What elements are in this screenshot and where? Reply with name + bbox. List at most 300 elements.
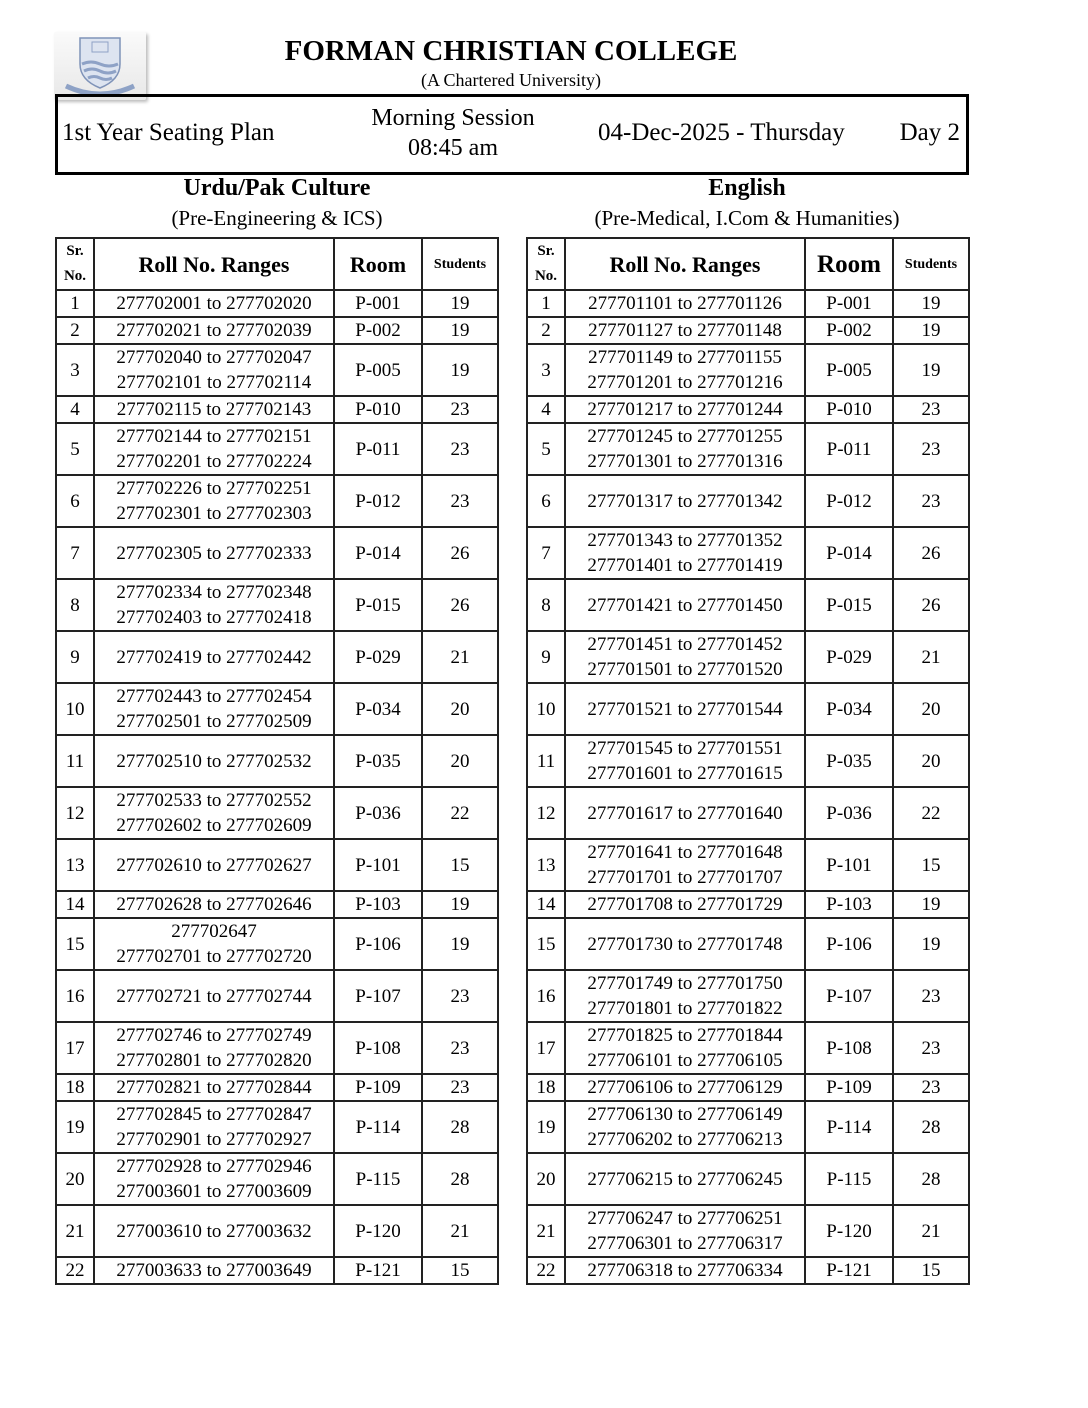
students-cell: 22	[422, 787, 498, 839]
sr-no-cell: 2	[56, 317, 94, 344]
sr-no-cell: 17	[56, 1022, 94, 1074]
students-cell: 21	[422, 1205, 498, 1257]
students-cell: 23	[893, 423, 969, 475]
room-cell: P-005	[334, 344, 422, 396]
roll-range: 277702201 to 277702224	[116, 451, 312, 472]
sr-no-cell: 3	[527, 344, 565, 396]
sr-no-cell: 1	[56, 290, 94, 317]
table-row	[527, 1074, 969, 1101]
roll-range: 277701101 to 277701126	[588, 293, 782, 314]
sr-no-cell: 8	[527, 579, 565, 631]
plan-title: 1st Year Seating Plan	[62, 119, 275, 146]
room-cell: P-107	[334, 970, 422, 1022]
students-cell: 23	[893, 475, 969, 527]
sr-no-cell: 15	[527, 918, 565, 970]
col-header-roll: Roll No. Ranges	[94, 238, 334, 290]
sr-no-cell: 9	[527, 631, 565, 683]
roll-range: 277702305 to 277702333	[116, 542, 312, 564]
roll-range: 277701545 to 277701551	[587, 738, 783, 759]
students-cell: 23	[422, 970, 498, 1022]
room-cell: P-029	[805, 631, 893, 683]
roll-range: 277702701 to 277702720	[116, 946, 312, 967]
col-header-sr-line1: Sr.	[66, 243, 84, 259]
table-row	[527, 1101, 969, 1153]
table-row	[56, 970, 498, 1022]
students-cell: 23	[893, 396, 969, 423]
table-row	[527, 527, 969, 579]
room-cell: P-035	[334, 735, 422, 787]
roll-range: 277702226 to 277702251	[116, 478, 312, 499]
roll-range: 277702602 to 277702609	[116, 815, 312, 836]
sr-no-cell: 7	[527, 527, 565, 579]
table-row	[56, 317, 498, 344]
roll-range: 277701217 to 277701244	[587, 399, 783, 420]
students-cell: 20	[422, 735, 498, 787]
roll-range-cell	[94, 735, 334, 787]
roll-range-cell	[565, 918, 805, 970]
table-row	[56, 290, 498, 317]
roll-range-cell	[565, 787, 805, 839]
roll-range: 277701127 to 277701148	[588, 320, 782, 341]
table-row	[56, 527, 498, 579]
session-info	[358, 103, 548, 163]
sr-no-cell: 4	[527, 396, 565, 423]
table-row	[527, 423, 969, 475]
sr-no-cell: 20	[56, 1153, 94, 1205]
roll-range: 277701245 to 277701255	[587, 426, 783, 447]
sr-no-cell: 14	[527, 891, 565, 918]
roll-range: 277702821 to 277702844	[116, 1077, 312, 1098]
students-cell: 23	[422, 1022, 498, 1074]
students-cell: 21	[893, 631, 969, 683]
roll-range-cell	[94, 475, 334, 527]
roll-range-cell	[565, 475, 805, 527]
room-cell: P-015	[805, 579, 893, 631]
table-row	[56, 423, 498, 475]
roll-range: 277701701 to 277701707	[587, 867, 783, 888]
table-row	[527, 1153, 969, 1205]
students-cell: 19	[893, 918, 969, 970]
roll-range-cell	[565, 290, 805, 317]
students-cell: 19	[422, 891, 498, 918]
students-cell: 22	[893, 787, 969, 839]
roll-range: 277702501 to 277702509	[116, 711, 312, 732]
roll-range-cell	[565, 344, 805, 396]
table-row	[56, 1074, 498, 1101]
room-cell: P-015	[334, 579, 422, 631]
sr-no-cell: 5	[527, 423, 565, 475]
roll-range-cell	[94, 787, 334, 839]
table-row	[527, 631, 969, 683]
roll-range-cell	[565, 1022, 805, 1074]
table-row	[527, 683, 969, 735]
room-cell: P-012	[334, 475, 422, 527]
roll-range: 277706301 to 277706317	[587, 1233, 783, 1254]
students-cell: 19	[422, 344, 498, 396]
room-cell: P-011	[805, 423, 893, 475]
roll-range: 277702721 to 277702744	[116, 985, 312, 1007]
table-row	[56, 735, 498, 787]
room-cell: P-121	[805, 1257, 893, 1284]
exam-date: 04-Dec-2025 - Thursday	[598, 119, 845, 146]
table-row	[527, 787, 969, 839]
session-name: Morning Session	[371, 105, 535, 131]
students-cell: 23	[422, 423, 498, 475]
roll-range: 277701343 to 277701352	[587, 530, 783, 551]
roll-range-cell	[565, 396, 805, 423]
room-cell: P-035	[805, 735, 893, 787]
table-row	[56, 579, 498, 631]
sr-no-cell: 2	[527, 317, 565, 344]
col-header-students: Students	[422, 238, 498, 290]
sr-no-cell: 17	[527, 1022, 565, 1074]
table-header-row	[56, 238, 498, 290]
roll-range-cell	[94, 1074, 334, 1101]
roll-range: 277706318 to 277706334	[587, 1260, 783, 1281]
table-row	[56, 839, 498, 891]
students-cell: 15	[422, 839, 498, 891]
exam-info-box	[55, 94, 969, 175]
table-row	[527, 839, 969, 891]
room-cell: P-014	[805, 527, 893, 579]
room-cell: P-034	[805, 683, 893, 735]
col-header-sr-line2: No.	[63, 268, 87, 284]
col-header-room: Room	[334, 238, 422, 290]
roll-range-cell	[565, 527, 805, 579]
sr-no-cell: 11	[527, 735, 565, 787]
sr-no-cell: 6	[56, 475, 94, 527]
students-cell: 19	[893, 317, 969, 344]
roll-range-cell	[94, 631, 334, 683]
sr-no-cell: 10	[56, 683, 94, 735]
sr-no-cell: 15	[56, 918, 94, 970]
students-cell: 20	[893, 683, 969, 735]
roll-range-cell	[94, 891, 334, 918]
roll-range: 277706215 to 277706245	[587, 1168, 783, 1190]
roll-range-cell	[565, 735, 805, 787]
room-cell: P-002	[805, 317, 893, 344]
students-cell: 21	[422, 631, 498, 683]
roll-range: 277702301 to 277702303	[116, 503, 312, 524]
sr-no-cell: 4	[56, 396, 94, 423]
session-time: 08:45 am	[408, 135, 498, 161]
students-cell: 26	[893, 579, 969, 631]
table-row	[56, 683, 498, 735]
roll-range-cell	[565, 1101, 805, 1153]
roll-range: 277702001 to 277702020	[116, 293, 312, 314]
roll-range: 277702115 to 277702143	[116, 399, 312, 420]
room-cell: P-120	[334, 1205, 422, 1257]
room-cell: P-121	[334, 1257, 422, 1284]
roll-range: 277706247 to 277706251	[587, 1208, 783, 1229]
col-header-roll: Roll No. Ranges	[565, 238, 805, 290]
roll-range: 277701501 to 277701520	[587, 659, 783, 680]
roll-range: 277701801 to 277701822	[587, 998, 783, 1019]
table-row	[56, 631, 498, 683]
roll-range-cell	[94, 423, 334, 475]
table-row	[56, 344, 498, 396]
room-cell: P-001	[805, 290, 893, 317]
table-header-row	[527, 238, 969, 290]
sr-no-cell: 18	[56, 1074, 94, 1101]
students-cell: 23	[893, 1074, 969, 1101]
sr-no-cell: 1	[527, 290, 565, 317]
sr-no-cell: 11	[56, 735, 94, 787]
college-name: FORMAN CHRISTIAN COLLEGE	[284, 35, 738, 67]
roll-range: 277702928 to 277702946	[116, 1156, 312, 1177]
sr-no-cell: 19	[527, 1101, 565, 1153]
room-cell: P-106	[334, 918, 422, 970]
roll-range: 277702144 to 277702151	[116, 426, 312, 447]
room-cell: P-108	[334, 1022, 422, 1074]
roll-range-cell	[565, 970, 805, 1022]
roll-range-cell	[565, 1257, 805, 1284]
sr-no-cell: 12	[527, 787, 565, 839]
roll-range: 277701617 to 277701640	[587, 802, 783, 824]
table-row	[527, 918, 969, 970]
roll-range-cell	[94, 290, 334, 317]
table-row	[56, 1257, 498, 1284]
roll-range: 277701301 to 277701316	[587, 451, 783, 472]
students-cell: 15	[893, 1257, 969, 1284]
roll-range: 277003633 to 277003649	[116, 1260, 312, 1281]
roll-range: 277702628 to 277702646	[116, 894, 312, 915]
roll-range: 277701601 to 277701615	[587, 763, 783, 784]
roll-range: 277701201 to 277701216	[587, 372, 783, 393]
room-cell: P-010	[334, 396, 422, 423]
roll-range: 277003610 to 277003632	[116, 1220, 312, 1242]
roll-range-cell	[94, 527, 334, 579]
col-header-students: Students	[893, 238, 969, 290]
roll-range: 277706130 to 277706149	[587, 1104, 783, 1125]
sr-no-cell: 16	[56, 970, 94, 1022]
students-cell: 23	[893, 970, 969, 1022]
students-cell: 26	[422, 527, 498, 579]
students-cell: 28	[893, 1153, 969, 1205]
roll-range: 277706202 to 277706213	[587, 1129, 783, 1150]
students-cell: 19	[893, 891, 969, 918]
sr-no-cell: 18	[527, 1074, 565, 1101]
students-cell: 23	[422, 1074, 498, 1101]
roll-range: 277702746 to 277702749	[116, 1025, 312, 1046]
roll-range-cell	[94, 396, 334, 423]
roll-range: 277702040 to 277702047	[116, 347, 312, 368]
table-row	[527, 1257, 969, 1284]
sr-no-cell: 3	[56, 344, 94, 396]
roll-range: 277702533 to 277702552	[116, 790, 312, 811]
roll-range: 277701730 to 277701748	[587, 933, 783, 955]
right-subject-programs: (Pre-Medical, I.Com & Humanities)	[594, 206, 900, 230]
room-cell: P-034	[334, 683, 422, 735]
room-cell: P-115	[805, 1153, 893, 1205]
col-header-sr-line2: No.	[534, 268, 558, 284]
room-cell: P-114	[805, 1101, 893, 1153]
roll-range-cell	[94, 579, 334, 631]
table-row	[527, 970, 969, 1022]
room-cell: P-101	[805, 839, 893, 891]
table-row	[527, 475, 969, 527]
table-row	[527, 317, 969, 344]
table-row	[56, 1101, 498, 1153]
exam-day: Day 2	[899, 119, 960, 146]
table-row	[56, 918, 498, 970]
roll-range: 277706106 to 277706129	[587, 1077, 783, 1098]
sr-no-cell: 13	[56, 839, 94, 891]
students-cell: 26	[422, 579, 498, 631]
roll-range: 277702403 to 277702418	[116, 607, 312, 628]
roll-range: 277702610 to 277702627	[116, 854, 312, 876]
roll-range-cell	[94, 1153, 334, 1205]
students-cell: 19	[422, 317, 498, 344]
col-header-sr	[527, 238, 565, 290]
room-cell: P-108	[805, 1022, 893, 1074]
roll-range: 277701451 to 277701452	[587, 634, 783, 655]
table-row	[527, 396, 969, 423]
sr-no-cell: 8	[56, 579, 94, 631]
roll-range-cell	[94, 344, 334, 396]
roll-range-cell	[565, 1205, 805, 1257]
left-subject-programs: (Pre-Engineering & ICS)	[171, 206, 383, 230]
table-row	[527, 1022, 969, 1074]
room-cell: P-103	[334, 891, 422, 918]
roll-range: 277003601 to 277003609	[116, 1181, 312, 1202]
roll-range: 277701401 to 277701419	[587, 555, 783, 576]
english-seating-table	[526, 237, 970, 1285]
students-cell: 15	[893, 839, 969, 891]
left-subject-title: Urdu/Pak Culture	[183, 175, 371, 201]
room-cell: P-107	[805, 970, 893, 1022]
table-row	[527, 344, 969, 396]
roll-range: 277701708 to 277701729	[587, 894, 783, 915]
roll-range-cell	[94, 918, 334, 970]
students-cell: 23	[422, 396, 498, 423]
roll-range: 277702021 to 277702039	[116, 320, 312, 341]
roll-range: 277701521 to 277701544	[587, 698, 783, 720]
students-cell: 20	[422, 683, 498, 735]
roll-range-cell	[94, 317, 334, 344]
roll-range: 277702845 to 277702847	[116, 1104, 312, 1125]
room-cell: P-114	[334, 1101, 422, 1153]
students-cell: 19	[422, 290, 498, 317]
room-cell: P-101	[334, 839, 422, 891]
roll-range: 277701749 to 277701750	[587, 973, 783, 994]
sr-no-cell: 20	[527, 1153, 565, 1205]
table-row	[527, 735, 969, 787]
roll-range: 277701825 to 277701844	[587, 1025, 783, 1046]
sr-no-cell: 19	[56, 1101, 94, 1153]
students-cell: 23	[422, 475, 498, 527]
sr-no-cell: 22	[56, 1257, 94, 1284]
students-cell: 19	[893, 344, 969, 396]
roll-range-cell	[565, 1153, 805, 1205]
room-cell: P-120	[805, 1205, 893, 1257]
roll-range-cell	[565, 423, 805, 475]
col-header-room: Room	[805, 238, 893, 290]
roll-range: 277702510 to 277702532	[116, 750, 312, 772]
roll-range: 277701149 to 277701155	[588, 347, 782, 368]
table-row	[56, 891, 498, 918]
roll-range-cell	[94, 970, 334, 1022]
roll-range-cell	[94, 1205, 334, 1257]
roll-range-cell	[94, 839, 334, 891]
sr-no-cell: 14	[56, 891, 94, 918]
roll-range: 277702334 to 277702348	[116, 582, 312, 603]
room-cell: P-005	[805, 344, 893, 396]
roll-range: 277706101 to 277706105	[587, 1050, 783, 1071]
sr-no-cell: 6	[527, 475, 565, 527]
sr-no-cell: 16	[527, 970, 565, 1022]
table-row	[56, 1205, 498, 1257]
table-row	[56, 396, 498, 423]
room-cell: P-010	[805, 396, 893, 423]
sr-no-cell: 5	[56, 423, 94, 475]
sr-no-cell: 7	[56, 527, 94, 579]
roll-range: 277702101 to 277702114	[116, 372, 312, 393]
room-cell: P-109	[334, 1074, 422, 1101]
room-cell: P-029	[334, 631, 422, 683]
roll-range: 277702647	[171, 921, 257, 942]
college-subtitle: (A Chartered University)	[421, 70, 601, 90]
students-cell: 20	[893, 735, 969, 787]
roll-range: 277701421 to 277701450	[587, 594, 783, 616]
room-cell: P-001	[334, 290, 422, 317]
students-cell: 21	[893, 1205, 969, 1257]
roll-range-cell	[94, 1257, 334, 1284]
roll-range: 277701317 to 277701342	[587, 490, 783, 512]
roll-range-cell	[565, 683, 805, 735]
sr-no-cell: 10	[527, 683, 565, 735]
room-cell: P-106	[805, 918, 893, 970]
table-row	[527, 891, 969, 918]
roll-range-cell	[565, 579, 805, 631]
students-cell: 28	[893, 1101, 969, 1153]
urdu-seating-table	[55, 237, 499, 1285]
roll-range-cell	[565, 631, 805, 683]
room-cell: P-036	[805, 787, 893, 839]
table-row	[527, 579, 969, 631]
room-cell: P-012	[805, 475, 893, 527]
roll-range: 277702901 to 277702927	[116, 1129, 312, 1150]
roll-range: 277702419 to 277702442	[116, 646, 312, 668]
room-cell: P-115	[334, 1153, 422, 1205]
students-cell: 19	[893, 290, 969, 317]
table-row	[527, 1205, 969, 1257]
table-row	[527, 290, 969, 317]
students-cell: 19	[422, 918, 498, 970]
col-header-sr	[56, 238, 94, 290]
table-row	[56, 1153, 498, 1205]
room-cell: P-014	[334, 527, 422, 579]
roll-range-cell	[565, 317, 805, 344]
col-header-sr-line1: Sr.	[537, 243, 555, 259]
students-cell: 26	[893, 527, 969, 579]
sr-no-cell: 13	[527, 839, 565, 891]
table-row	[56, 1022, 498, 1074]
sr-no-cell: 21	[527, 1205, 565, 1257]
sr-no-cell: 9	[56, 631, 94, 683]
roll-range: 277702801 to 277702820	[116, 1050, 312, 1071]
roll-range: 277701641 to 277701648	[587, 842, 783, 863]
room-cell: P-109	[805, 1074, 893, 1101]
students-cell: 28	[422, 1101, 498, 1153]
roll-range-cell	[565, 1074, 805, 1101]
roll-range-cell	[94, 1022, 334, 1074]
sr-no-cell: 21	[56, 1205, 94, 1257]
roll-range: 277702443 to 277702454	[116, 686, 312, 707]
sr-no-cell: 12	[56, 787, 94, 839]
right-subject-title: English	[708, 175, 786, 201]
students-cell: 15	[422, 1257, 498, 1284]
